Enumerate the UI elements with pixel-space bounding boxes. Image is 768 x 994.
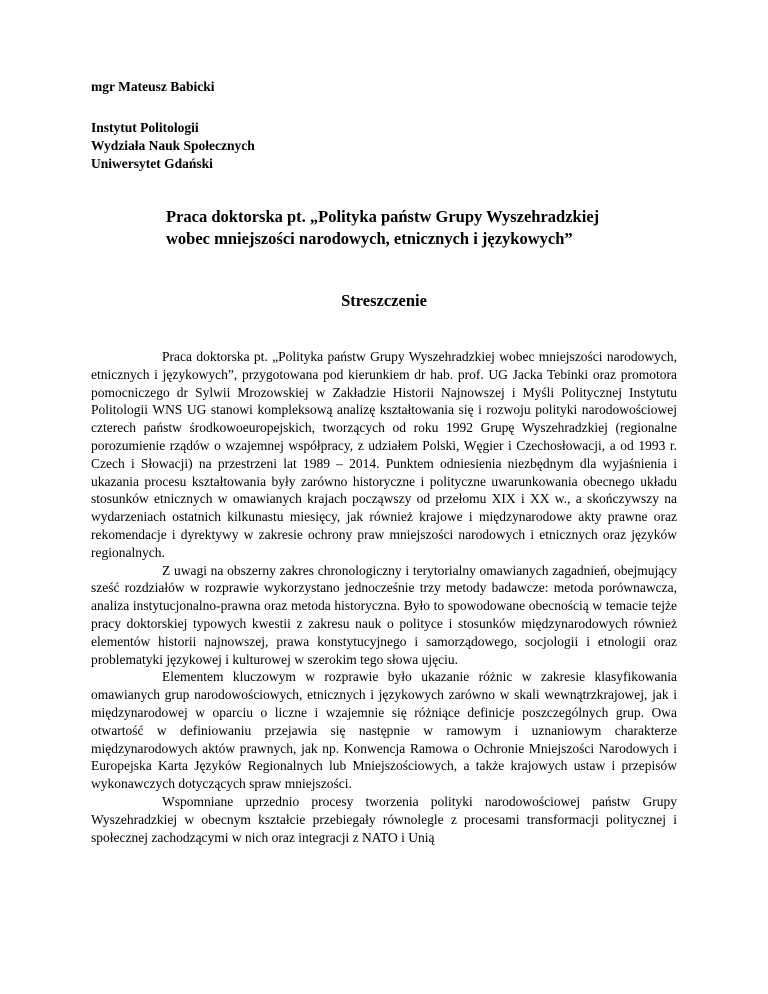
affiliation-institute: Instytut Politologii: [91, 120, 199, 135]
abstract-body: [91, 348, 677, 846]
paragraph-3: Elementem kluczowym w rozprawie było ukazanie różnic w zakresie klasyfikowania omawianych grup narodowościowych, etnicznych i językowych zarówno w skali wewnątrzkrajowej, jak i międzynarodowej w oparciu o liczne i wzajemnie się różniące definicje poszczególnych grup. Owa otwartość w definiowaniu przejawia się następnie w ramowym i uznaniowym charakterze międzynarodowych aktów prawnych, jak np. Konwencja Ramowa o Ochronie Mniejszości Narodowych i Europejska Karta Języków Regionalnych lub Mniejszościowych, a także krajowych ustaw i przepisów wykonawczych dotyczących spraw mniejszości.: [91, 669, 677, 792]
affiliation-block: [91, 119, 255, 173]
thesis-title-line-1: Praca doktorska pt. „Polityka państw Grupy Wyszehradzkiej: [166, 207, 600, 226]
thesis-title: [166, 206, 686, 250]
section-heading: Streszczenie: [341, 291, 427, 310]
thesis-title-line-2: wobec mniejszości narodowych, etnicznych i językowych”: [166, 229, 573, 248]
paragraph-1: Praca doktorska pt. „Polityka państw Grupy Wyszehradzkiej wobec mniejszości narodowych, etnicznych i językowych”, przygotowana pod kierunkiem dr hab. prof. UG Jacka Tebinki oraz promotora pomocniczego dr Sylwii Mrozowskiej w Zakładzie Historii Najnowszej i Myśli Politycznej Instytutu Politologii WNS UG stanowi kompleksową analizę kształtowania się i rozwoju polityki narodowościowej czterech państw środkowoeuropejskich, tworzących od roku 1992 Grupę Wyszehradzkiej (regionalne porozumienie rządów o wzajemnej współpracy, z udziałem Polski, Węgier i Czechosłowacji, a od 1993 r. Czech i Słowacji) na przestrzeni lat 1989 – 2014. Punktem odniesienia niezbędnym dla wyjaśnienia i ukazania procesu kształtowania były zarówno historyczne i polityczne uwarunkowania obecnego układu stosunków etnicznych w omawianych krajach począwszy od przełomu XIX i XX w., a skończywszy na wydarzeniach ostatnich kilkunastu miesięcy, jak również krajowe i międzynarodowe akty prawne oraz rekomendacje i dyrektywy w zakresie ochrony praw mniejszości narodowych i etnicznych oraz języków regionalnych.: [91, 349, 677, 560]
paragraph-2: Z uwagi na obszerny zakres chronologiczny i terytorialny omawianych zagadnień, obejmujący sześć rozdziałów w rozprawie wykorzystano jednocześnie trzy metody badawcze: metoda porównawcza, analiza instytucjonalno-prawna oraz metoda historyczna. Było to spowodowane obecnością w temacie tejże pracy doktorskiej typowych kwestii z zakresu nauk o polityce i stosunków międzynarodowych również elementów historii najnowszej, prawa konstytucyjnego i samorządowego, socjologii i etnologii oraz problematyki językowej i kulturowej w szerokim tego słowa ujęciu.: [91, 562, 677, 667]
author-name: mgr Mateusz Babicki: [91, 79, 215, 94]
affiliation-faculty: Wydziała Nauk Społecznych: [91, 138, 255, 153]
affiliation-university: Uniwersytet Gdański: [91, 156, 213, 171]
paragraph-4: Wspomniane uprzednio procesy tworzenia polityki narodowościowej państw Grupy Wyszehradzkiej w obecnym kształcie przebiegały równolegle z procesami transformacji politycznej i społecznej zachodzącymi w nich oraz integracji z NATO i Unią: [91, 793, 677, 845]
